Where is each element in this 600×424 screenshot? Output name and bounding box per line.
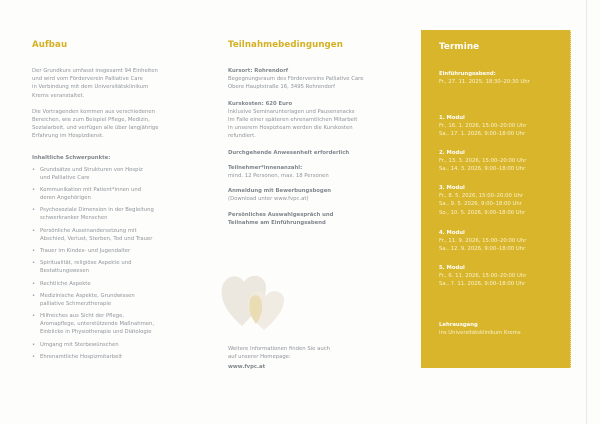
- website-link[interactable]: www.fvpc.at: [228, 364, 266, 371]
- more-info-text: Weitere Informationen finden Sie auch auf unserer Homepage:: [228, 346, 330, 361]
- refund-text: Im Falle einer späteren ehrenamtlichen Mitarbeit in unserem Hospizteam werden die Kurskosten refundiert.: [228, 117, 358, 140]
- list-item: • Hilfreiches aus Sicht der Pflege, Aromapflege, unterstützende Maßnahmen, Einblicke in Physiotherapie und Diätologie: [32, 312, 217, 336]
- list-item: • Medizinische Aspekte, Grundwissen palliative Schmerztherapie: [32, 292, 217, 308]
- date-block-excursion: [439, 321, 521, 337]
- location-text: Begegnungsraum des Fördervereins Palliative Care Obere Hauptstraße 16, 3495 Rohrendorf: [228, 76, 364, 91]
- date-block-module-3: [439, 184, 525, 217]
- date-lines: Fr., 27. 11. 2025, 18:30–20:30 Uhr: [439, 79, 530, 85]
- list-item: • Psychosoziale Dimension in der Begleitung schwerkranker Menschen: [32, 206, 217, 222]
- dates-title: Termine: [439, 42, 480, 52]
- date-label: 1. Modul: [439, 115, 465, 121]
- date-block-module-5: [439, 264, 526, 289]
- date-label: Lehrausgang: [439, 322, 478, 328]
- aufbau-paragraph-1: Der Grundkurs umfasst insgesamt 94 Einheiten und wird vom Förderverein Palliative Care in Verbindung mit dem Universitätsklinikum Krems veranstaltet.: [32, 68, 158, 99]
- page-fold: [586, 0, 587, 424]
- list-item: • Grundsätze und Strukturen von Hospiz und Palliative Care: [32, 166, 217, 182]
- attendance-note: Durchgehende Anwesenheit erforderlich: [228, 149, 350, 156]
- date-block-module-2: [439, 149, 526, 174]
- list-item: • Spiritualität, religiöse Aspekte und Bestattungswesen: [32, 259, 217, 275]
- aufbau-paragraph-2: Die Vortragenden kommen aus verschiedenen Bereichen, wie zum Beispiel Pflege, Medizin, Sozialarbeit, und verfügen alle über langjährige Erfahrung im Hospizdienst.: [32, 108, 159, 140]
- date-label: 4. Modul: [439, 230, 465, 236]
- cost-label: Kurskosten: 620 Euro: [228, 100, 293, 107]
- date-lines: Fr., 11. 9. 2026, 15:00–20:00 Uhr Sa., 12. 9. 2026, 9:00–18:00 Uhr: [439, 238, 527, 253]
- date-block-intro: [439, 70, 530, 86]
- focus-title: Inhaltliche Schwerpunkte:: [32, 154, 111, 161]
- registration-label: Anmeldung mit Bewerbungsbogen: [228, 188, 332, 195]
- participants-label: Teilnehmer*innenanzahl:: [228, 164, 303, 171]
- dates-panel: [421, 30, 571, 368]
- date-label: Einführungsabend:: [439, 71, 496, 77]
- focus-list: [32, 166, 217, 361]
- date-label: 2. Modul: [439, 150, 465, 156]
- date-block-module-4: [439, 229, 526, 254]
- list-item: • Persönliche Auseinandersetzung mit Abschied, Verlust, Sterben, Tod und Trauer: [32, 227, 217, 243]
- list-item: • Kommunikation mit Patient*innen und deren Angehörigen: [32, 186, 217, 202]
- cost-text: Inklusive Seminarunterlagen und Pausensnacks: [228, 108, 355, 115]
- date-lines: Fr., 16. 1. 2026, 15:00–20:00 Uhr Sa., 17. 1. 2026, 9:00–18:00 Uhr: [439, 123, 527, 138]
- date-lines: Fr., 8. 5. 2026, 15:00–20:00 Uhr Sa., 9. 5. 2026, 9:00–18:00 Uhr So., 10. 5. 2026, 9:00–18:00 Uhr: [439, 193, 526, 216]
- participants-text: mind. 12 Personen, max. 18 Personen: [228, 173, 329, 180]
- conditions-title: Teilnahmebedingungen: [228, 40, 343, 50]
- date-block-module-1: [439, 114, 526, 139]
- location-label: Kursort: Rohrendorf: [228, 68, 289, 74]
- interview-note: Persönliches Auswahlgespräch und Teilnahme am Einführungsabend: [228, 211, 334, 226]
- hearts-icon: [220, 268, 295, 334]
- date-label: 5. Modul: [439, 265, 465, 271]
- list-item: • Rechtliche Aspekte: [32, 280, 217, 288]
- list-item: • Umgang mit Sterbewünschen: [32, 341, 217, 349]
- more-info: [228, 345, 413, 372]
- aufbau-title: Aufbau: [32, 40, 68, 50]
- aufbau-column: [32, 40, 217, 365]
- registration-text: (Download unter www.fvpc.at): [228, 196, 309, 203]
- list-item: • Trauer im Kindes- und Jugendalter: [32, 247, 217, 255]
- date-lines: Fr., 6. 11. 2026, 15:00–20:00 Uhr Sa., 7. 11. 2026, 9:00–18:00 Uhr: [439, 273, 527, 288]
- date-label: 3. Modul: [439, 185, 465, 191]
- list-item: • Ehrenamtliche Hospizmitarbeit: [32, 353, 217, 361]
- date-lines: Fr., 13. 3. 2026, 15:00–20:00 Uhr Sa., 14. 3. 2026, 9:00–18:00 Uhr: [439, 158, 527, 173]
- conditions-column: [228, 40, 413, 227]
- date-lines: ins Universitätsklinikum Krems: [439, 330, 521, 336]
